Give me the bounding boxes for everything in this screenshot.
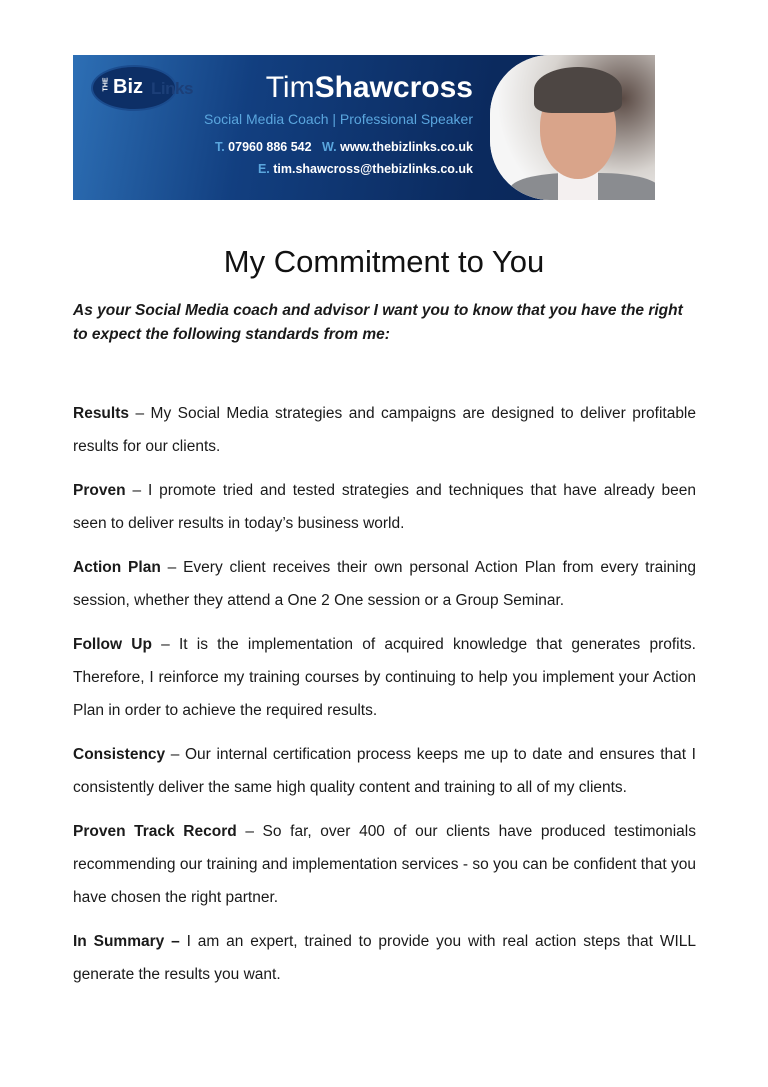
item-term: Results	[73, 405, 129, 422]
item-term: Consistency	[73, 746, 166, 763]
list-item	[73, 474, 696, 540]
item-text: – So far, over 400 of our clients have produced testimonials recommending our training and implementation services - so you can be confident that you have chosen the right partner.	[73, 823, 696, 906]
item-text: – My Social Media strategies and campaigns are designed to deliver profitable results for our clients.	[73, 405, 696, 455]
item-term: Proven Track Record	[73, 823, 237, 840]
commitments-list	[73, 397, 696, 1002]
header-banner	[73, 55, 655, 200]
web-label: W.	[322, 140, 337, 154]
intro-text: As your Social Media coach and advisor I want you to know that you have the right to expect the following standards from me:	[73, 302, 683, 343]
item-text: – It is the implementation of acquired knowledge that generates profits. Therefore, I reinforce my training courses by continuing to help you implement your Action Plan in order to achieve the required results.	[73, 636, 696, 719]
phone-label: T.	[214, 140, 225, 154]
list-item	[73, 738, 696, 804]
phone: 07960 886 542	[228, 140, 312, 154]
list-item	[73, 551, 696, 617]
last-name: Shawcross	[314, 71, 473, 104]
first-name: Tim	[265, 71, 315, 104]
logo-biz: Biz	[113, 76, 143, 98]
banner-tagline: Social Media Coach | Professional Speaker	[203, 111, 473, 127]
list-item	[73, 628, 696, 727]
contact-line-1	[215, 140, 473, 154]
item-term: Follow Up	[73, 636, 152, 653]
item-term: Action Plan	[73, 559, 161, 576]
page-title: My Commitment to You	[223, 244, 545, 279]
item-term: Proven	[73, 482, 126, 499]
contact-line-2	[258, 162, 473, 176]
list-item	[73, 815, 696, 914]
profile-photo	[490, 55, 655, 200]
logo-links: Links	[151, 79, 193, 98]
item-text: – Our internal certification process keeps me up to date and ensures that I consistently deliver the same high quality content and training to all of my clients.	[73, 746, 696, 796]
bizlinks-logo	[93, 67, 193, 109]
email-label: E.	[257, 162, 270, 176]
email: tim.shawcross@thebizlinks.co.uk	[273, 162, 473, 176]
logo-the: THE	[102, 77, 110, 92]
list-item	[73, 925, 696, 991]
item-term: In Summary –	[73, 933, 180, 950]
banner-name	[266, 71, 473, 105]
list-item	[73, 397, 696, 463]
item-text: – Every client receives their own personal Action Plan from every training session, whether they attend a One 2 One session or a Group Seminar.	[73, 559, 696, 609]
website: www.thebizlinks.co.uk	[340, 140, 473, 154]
item-text: – I promote tried and tested strategies and techniques that have already been seen to deliver results in today’s business world.	[73, 482, 696, 532]
item-text: I am an expert, trained to provide you with real action steps that WILL generate the results you want.	[73, 933, 697, 983]
